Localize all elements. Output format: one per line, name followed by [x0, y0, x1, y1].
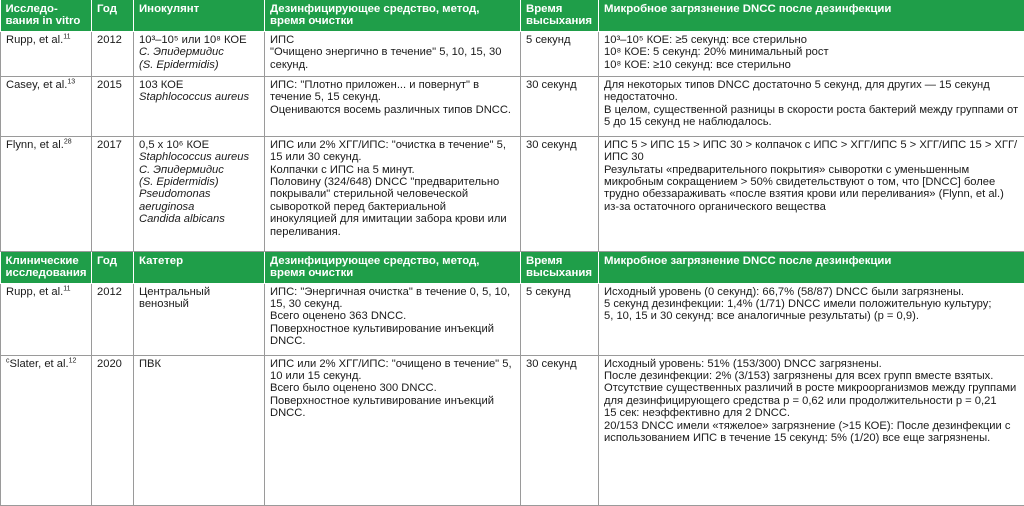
catheter-cell: ПВК: [134, 355, 265, 505]
method-line: Колпачки с ИПС на 5 минут.: [270, 164, 515, 176]
year-cell: 2020: [92, 355, 134, 505]
method-line: Всего было оценено 300 DNCC.: [270, 382, 515, 394]
contamination-cell: [599, 283, 1024, 355]
method-cell: [265, 355, 521, 505]
drying-cell: 5 секунд: [521, 31, 599, 76]
study-name: Rupp, et al.: [6, 286, 63, 298]
study-cell: [1, 76, 92, 136]
contamination-line: 10⁸ КОЕ: ≥10 секунд: все стерильно: [604, 59, 1019, 71]
inoculant-cell: [134, 136, 265, 251]
inoculant-line: (S. Epidermidis): [139, 59, 259, 71]
header-contamination: Микробное загрязнение DNCC после дезинфекции: [599, 0, 1024, 31]
contamination-line: ИПС 5 > ИПС 15 > ИПС 30 > колпачок с ИПС > ХГГ/ИПС 5 > ХГГ/ИПС 15 > ХГГ/ИПС 30: [604, 139, 1019, 164]
method-cell: [265, 76, 521, 136]
header-year: Год: [92, 0, 134, 31]
header-inoculant: Инокулянт: [134, 0, 265, 31]
method-line: "Очищено энергично в течение" 5, 10, 15, 30 секунд.: [270, 46, 515, 71]
table-row: [1, 136, 1024, 251]
header-method: Дезинфицирующее средство, метод, время очистки: [265, 0, 521, 31]
inoculant-line: Candida albicans: [139, 213, 259, 225]
method-line: ИПС: [270, 34, 515, 46]
section2-header-row: [1, 251, 1024, 283]
study-name: Rupp, et al.: [6, 34, 63, 46]
contamination-line: Результаты «предварительного покрытия» сыворотки с уменьшенным микробным сокращением > 50% свидетельствуют о том, что [DNCC] более трудно обеззараживать «после взятия крови или переливания» (Flynn, et al.) из-за остаточного органического вещества: [604, 164, 1019, 214]
method-line: ИПС или 2% ХГГ/ИПС: "очищено в течение" 5, 10 или 15 секунд.: [270, 358, 515, 383]
method-line: Оцениваются восемь различных типов DNCC.: [270, 104, 515, 116]
contamination-line: 20/153 DNCC имели «тяжелое» загрязнение (>15 КОЕ): После дезинфекции с использованием ИПС в течение 15 секунд: 5% (1/20) все еще загрязнены.: [604, 420, 1019, 445]
table-row: [1, 31, 1024, 76]
method-line: Половину (324/648) DNCC "предварительно покрывали" стерильной человеческой сывороткой перед бактериальной инокуляцией для имитации забора крови или переливания.: [270, 176, 515, 238]
drying-cell: 5 секунд: [521, 283, 599, 355]
contamination-cell: [599, 76, 1024, 136]
table-row: [1, 76, 1024, 136]
method-line: Поверхностное культивирование инъекций DNCC.: [270, 395, 515, 420]
inoculant-line: С. Эпидермидис: [139, 46, 259, 58]
inoculant-line: Staphlococcus aureus: [139, 151, 259, 163]
header-drying: Время высыхания: [521, 251, 599, 283]
header-studies: Исследо-вания in vitro: [1, 0, 92, 31]
header-contamination: Микробное загрязнение DNCC после дезинфекции: [599, 251, 1024, 283]
contamination-cell: [599, 136, 1024, 251]
method-cell: [265, 31, 521, 76]
contamination-cell: [599, 31, 1024, 76]
header-year: Год: [92, 251, 134, 283]
study-cell: [1, 136, 92, 251]
table-row: [1, 355, 1024, 505]
inoculant-line: Staphlococcus aureus: [139, 91, 259, 103]
study-cell: [1, 283, 92, 355]
contamination-line: 5, 10, 15 и 30 секунд: все аналогичные результаты) (p = 0,9).: [604, 310, 1019, 322]
inoculant-line: С. Эпидермидис: [139, 164, 259, 176]
inoculant-cell: [134, 76, 265, 136]
contamination-line: В целом, существенной разницы в скорости роста бактерий между группами от 5 до 15 секунд не наблюдалось.: [604, 104, 1019, 129]
study-name: Casey, et al.: [6, 79, 67, 91]
drying-cell: 30 секунд: [521, 355, 599, 505]
contamination-line: 15 сек: неэффективно для 2 DNCC.: [604, 407, 1019, 419]
table-row: [1, 283, 1024, 355]
year-cell: 2012: [92, 283, 134, 355]
contamination-line: Для некоторых типов DNCC достаточно 5 секунд, для других — 15 секунд недостаточно.: [604, 79, 1019, 104]
method-line: ИПС: "Плотно приложен... и повернут" в течение 5, 15 секунд.: [270, 79, 515, 104]
study-cell: [1, 355, 92, 505]
header-clinical: Клинические исследования: [1, 251, 92, 283]
contamination-cell: [599, 355, 1024, 505]
contamination-line: Исходный уровень: 51% (153/300) DNCC загрязнены.: [604, 358, 1019, 370]
study-ref: 12: [69, 357, 77, 364]
method-cell: [265, 283, 521, 355]
method-line: ИПС: "Энергичная очистка" в течение 0, 5, 10, 15, 30 секунд.: [270, 286, 515, 311]
drying-cell: 30 секунд: [521, 76, 599, 136]
study-prefix: c: [6, 357, 10, 364]
method-cell: [265, 136, 521, 251]
contamination-line: 10³–10⁵ КОЕ: ≥5 секунд: все стерильно: [604, 34, 1019, 46]
contamination-line: После дезинфекции: 2% (3/153) загрязнены для всех групп вместе взятых.: [604, 370, 1019, 382]
method-line: Поверхностное культивирование инъекций DNCC.: [270, 323, 515, 348]
study-ref: 11: [63, 285, 70, 292]
inoculant-line: 10³–10⁵ или 10⁸ КОЕ: [139, 34, 259, 46]
study-cell: [1, 31, 92, 76]
method-line: ИПС или 2% ХГГ/ИПС: "очистка в течение" 5, 15 или 30 секунд.: [270, 139, 515, 164]
inoculant-line: Pseudomonas aeruginosa: [139, 188, 259, 213]
study-ref: 28: [64, 138, 72, 145]
study-ref: 11: [63, 33, 70, 40]
year-cell: 2015: [92, 76, 134, 136]
contamination-line: 5 секунд дезинфекции: 1,4% (1/71) DNCC имели положительную культуру;: [604, 298, 1019, 310]
header-catheter: Катетер: [134, 251, 265, 283]
drying-cell: 30 секунд: [521, 136, 599, 251]
inoculant-cell: [134, 31, 265, 76]
header-drying: Время высыхания: [521, 0, 599, 31]
contamination-line: 10⁸ КОЕ: 5 секунд: 20% минимальный рост: [604, 46, 1019, 58]
year-cell: 2012: [92, 31, 134, 76]
method-line: Всего оценено 363 DNCC.: [270, 310, 515, 322]
study-name: Flynn, et al.: [6, 139, 64, 151]
year-cell: 2017: [92, 136, 134, 251]
section1-header-row: [1, 0, 1024, 31]
contamination-line: Отсутствие существенных различий в росте микроорганизмов между группами для дезинфицирующего средства p = 0,62 или продолжительности p = 0,21: [604, 382, 1019, 407]
header-method: Дезинфицирующее средство, метод, время очистки: [265, 251, 521, 283]
catheter-cell: Центральный венозный: [134, 283, 265, 355]
inoculant-line: (S. Epidermidis): [139, 176, 259, 188]
inoculant-line: 0,5 x 10⁶ КОЕ: [139, 139, 259, 151]
study-name: Slater, et al.: [10, 358, 69, 370]
study-ref: 13: [67, 78, 75, 85]
contamination-line: Исходный уровень (0 секунд): 66,7% (58/87) DNCC были загрязнены.: [604, 286, 1019, 298]
inoculant-line: 103 КОЕ: [139, 79, 259, 91]
